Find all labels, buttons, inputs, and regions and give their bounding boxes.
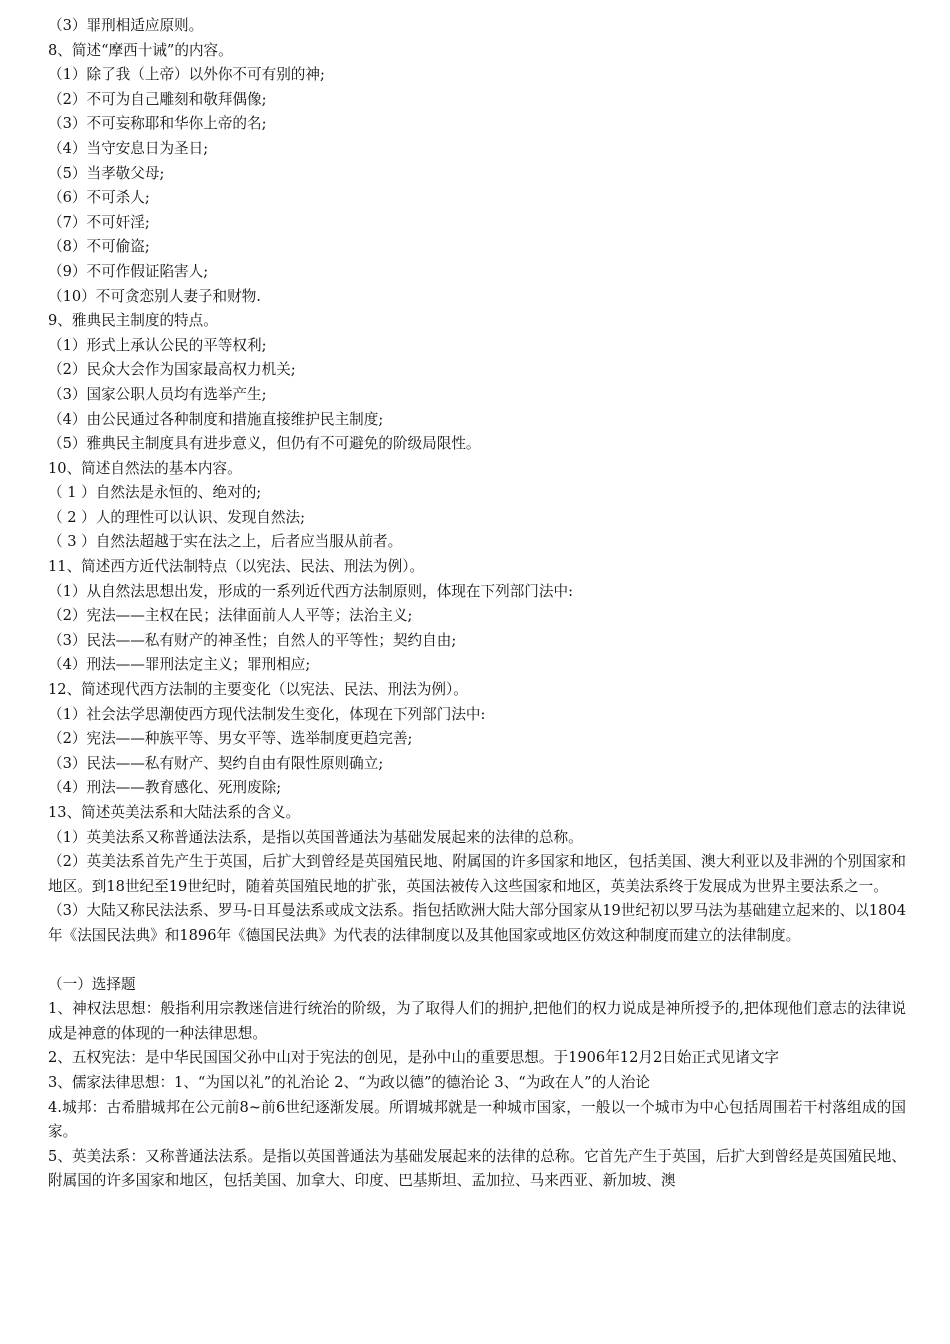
text-line: （5）当孝敬父母; [48, 164, 165, 182]
question-heading-12: 12、简述现代西方法制的主要变化（以宪法、民法、刑法为例）。 [48, 681, 468, 699]
text-line: （2）宪法——主权在民；法律面前人人平等；法治主义; [48, 607, 413, 625]
text-line: （9）不可作假证陷害人; [48, 262, 209, 280]
question-heading-8: 8、简述“摩西十诫”的内容。 [48, 41, 233, 59]
text-line: （7）不可奸淫; [48, 213, 150, 231]
text-line: （1）英美法系又称普通法法系，是指以英国普通法为基础发展起来的法律的总称。 [48, 828, 583, 846]
text-line: （3）民法——私有财产、契约自由有限性原则确立; [48, 754, 384, 772]
outline-top [48, 14, 906, 850]
text-line: （ 3 ）自然法超越于实在法之上，后者应当服从前者。 [48, 533, 403, 551]
question-heading-9: 9、雅典民主制度的特点。 [48, 312, 218, 330]
text-line: （8）不可偷盗; [48, 238, 150, 256]
paragraph-common-law: （2）英美法系首先产生于英国，后扩大到曾经是英国殖民地、附属国的许多国家和地区，包括美国、澳大利亚以及非洲的个别国家和地区。到18世纪至19世纪时，随着英国殖民地的扩张，英国法被传入这些国家和地区，英美法系终于发展成为世界主要法系之一。 [48, 853, 906, 895]
section-heading: （一）选择题 [48, 975, 136, 993]
text-line: （1）从自然法思想出发，形成的一系列近代西方法制原则，体现在下列部门法中: [48, 582, 573, 600]
question-heading-11: 11、简述西方近代法制特点（以宪法、民法、刑法为例）。 [48, 558, 425, 576]
question-heading-10: 10、简述自然法的基本内容。 [48, 459, 242, 477]
document-page [48, 14, 906, 1194]
paragraph-civil-law: （3）大陆又称民法法系、罗马-日耳曼法系或成文法系。指包括欧洲大陆大部分国家从19世纪初以罗马法为基础建立起来的、以1804年《法国民法典》和1896年《德国民法典》为代表的法律制度以及其他国家或地区仿效这种制度而建立的法律制度。 [48, 902, 906, 944]
choice-item-3: 3、儒家法律思想：1、“为国以礼”的礼治论 2、“为政以德”的德治论 3、“为政在人”的人治论 [48, 1073, 650, 1091]
text-line: （3）罪刑相适应原则。 [48, 17, 204, 34]
blank-line [48, 949, 906, 973]
text-line: （ 2 ）人的理性可以认识、发现自然法; [48, 508, 305, 526]
text-line: （3）不可妄称耶和华你上帝的名; [48, 115, 267, 133]
text-line: （3）国家公职人员均有选举产生; [48, 385, 267, 403]
text-line: （4）当守安息日为圣日; [48, 139, 209, 157]
question-heading-13: 13、简述英美法系和大陆法系的含义。 [48, 804, 301, 821]
choice-item-4: 4.城邦：古希腊城邦在公元前8~前6世纪逐渐发展。所谓城邦就是一种城市国家，一般以一个城市为中心包括周围若干村落组成的国家。 [48, 1098, 906, 1141]
text-line: （1）除了我（上帝）以外你不可有别的神; [48, 66, 325, 84]
text-line: （1）社会法学思潮使西方现代法制发生变化，体现在下列部门法中: [48, 705, 486, 723]
text-line: （2）民众大会作为国家最高权力机关; [48, 361, 296, 379]
text-line: （4）由公民通过各种制度和措施直接维护民主制度; [48, 410, 384, 428]
text-line: （4）刑法——罪刑法定主义；罪刑相应; [48, 656, 311, 674]
text-line: （3）民法——私有财产的神圣性；自然人的平等性；契约自由; [48, 631, 457, 649]
choice-item-1: 1、神权法思想：般指利用宗教迷信进行统治的阶级，为了取得人们的拥护,把他们的权力说成是神所授予的,把体现他们意志的法律说成是神意的体现的一种法律思想。 [48, 1000, 906, 1042]
text-line: （10）不可贪恋别人妻子和财物. [48, 287, 261, 305]
text-line: （ 1 ）自然法是永恒的、绝对的; [48, 484, 262, 502]
text-line: （5）雅典民主制度具有进步意义，但仍有不可避免的阶级局限性。 [48, 435, 481, 453]
choice-item-5: 5、英美法系：又称普通法法系。是指以英国普通法为基础发展起来的法律的总称。它首先产生于英国，后扩大到曾经是英国殖民地、附属国的许多国家和地区，包括美国、加拿大、印度、巴基斯坦、孟加拉、马来西亚、新加坡、澳 [48, 1147, 906, 1190]
text-line: （6）不可杀人; [48, 189, 150, 207]
text-line: （1）形式上承认公民的平等权利; [48, 336, 267, 354]
choice-item-2: 2、五权宪法：是中华民国国父孙中山对于宪法的创见，是孙中山的重要思想。于1906年12月2日始正式见诸文字 [48, 1049, 780, 1067]
text-line: （4）刑法——教育感化、死刑废除; [48, 779, 282, 797]
text-line: （2）不可为自己雕刻和敬拜偶像; [48, 90, 267, 108]
text-line: （2）宪法——种族平等、男女平等、选举制度更趋完善; [48, 730, 413, 748]
